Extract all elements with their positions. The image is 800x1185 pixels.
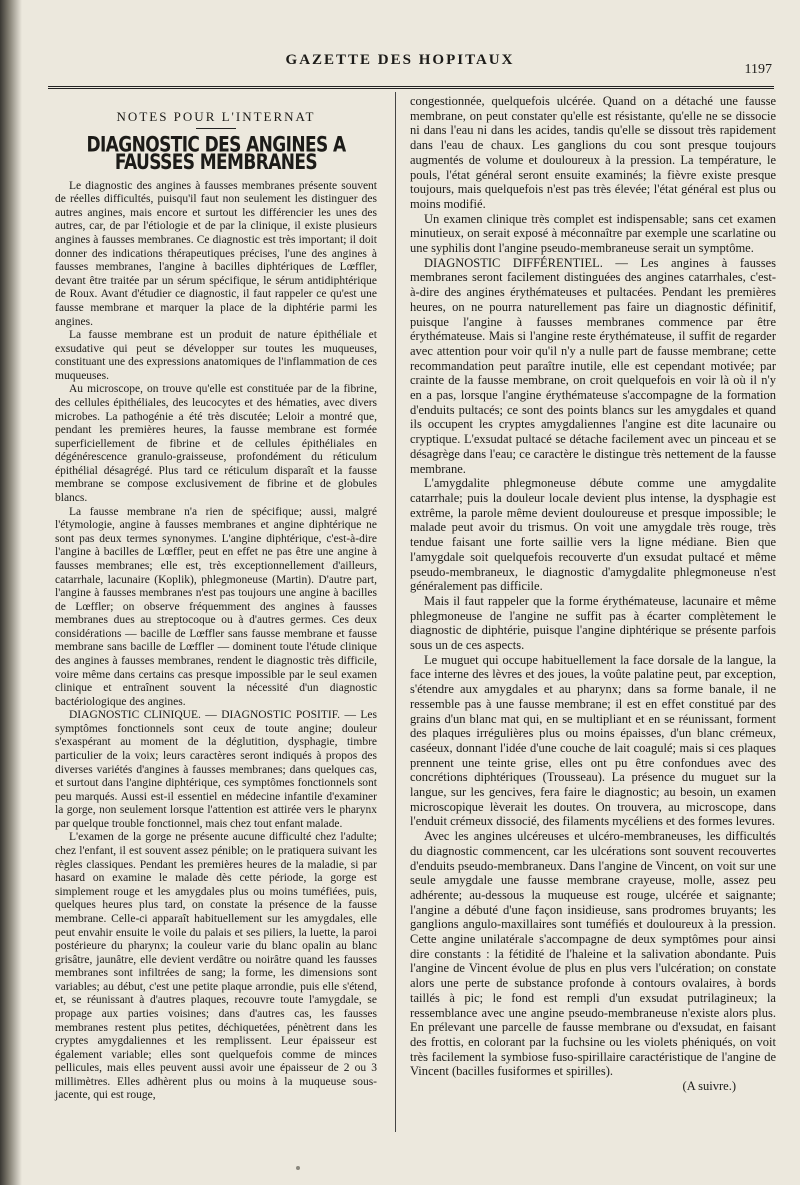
paragraph: congestionnée, quelquefois ulcérée. Quand on a détaché une fausse membrane, on peut constater qu'elle est résistante, qu'elle ne se dissocie ni dans l'eau ni dans les acides, tandis qu'elle se dissout très rapidement dans l'eau de chaux. Les ganglions du cou sont presque toujours augmentés de volume et douloureux à la pression. La température, le pouls, l'état général seront ensuite examinés; la fièvre existe presque toujours, mais quelquefois n'est pas très élevée; l'état général est plus ou moins modifié.: [410, 94, 776, 211]
left-column: [55, 96, 377, 1103]
article-title: DIAGNOSTIC DES ANGINES A FAUSSES MEMBRANES: [86, 132, 346, 175]
binding-edge: [0, 0, 22, 1185]
paragraph: L'examen de la gorge ne présente aucune difficulté chez l'adulte; chez l'enfant, il est souvent assez pénible; on le pratiquera suivant les règles classiques. Pendant les premières heures de la maladie, si par hasard on examine le malade dès cette période, la gorge est simplement rouge et les amygdales plus ou moins tuméfiées, puis, quelques heures plus tard, on constate la présence de la fausse membrane. Celle-ci apparaît habituellement sur les amygdales, elle peut envahir ensuite le voile du palais et ses piliers, la luette, la paroi postérieure du pharynx; la couleur varie du blanc opalin au blanc grisâtre, jaunâtre, elle devient verdâtre ou noirâtre quand les fausses membranes sont infiltrées de sang; la forme, les dimensions sont variables; au début, c'est une petite plaque arrondie, puis elle s'étend, et, se réunissant à d'autres plaques, recouvre toute l'amygdale, se propage aux parties voisines; dans d'autres cas, les fausses membranes restent plus petites, déchiquetées, pénètrent dans les cryptes amygdaliennes et les remplissent. Leur épaisseur est également variable; elles sont quelquefois comme de minces pellicules, mais elles peuvent aussi avoir une épaisseur de 2 ou 3 millimètres. Elles adhèrent plus ou moins à la muqueuse sous-jacente, qui est rouge,: [55, 831, 377, 1102]
right-column: [410, 94, 776, 1094]
paragraph: Au microscope, on trouve qu'elle est constituée par de la fibrine, des cellules épithéliales, des leucocytes et des hématies, avec divers microbes. La pathogénie a été très discutée; Leloir a montré que, pendant les premières heures, la fausse membrane est formée superficiellement de fibrine et de cellules épithéliales en dégénérescence granulo-graisseuse, profondément du réticulum épithélial désagrégé. Plus tard ce réticulum disparaît et la fausse membrane se compose exclusivement de fibrine et de globules blancs.: [55, 383, 377, 505]
paragraph: Mais il faut rappeler que la forme érythémateuse, lacunaire et même phlegmoneuse de l'angine ne suffit pas à écarter complètement le diagnostic de diphtérie, puisque l'angine diphtérique se présente parfois sous un de ces aspects.: [410, 593, 776, 653]
paragraph: Le muguet qui occupe habituellement la face dorsale de la langue, la face interne des lèvres et des joues, la voûte palatine peut, par exception, s'étendre aux amygdales et au pharynx; dans sa forme banale, il ne ressemble pas à une fausse membrane; il est en effet constitué par des grains d'un blanc mat qui, en se multipliant et en se réunissant, forment des plaques irrégulières plus ou moins épaisses, d'un blanc crémeux, caséeux, donnant l'idée d'une couche de lait coagulé; mais si ces plaques prennent une teinte grise, elles ont pu être confondues avec des concrétions diphtériques (Trousseau). La présence du muguet sur la langue, sur les gencives, fera faire le diagnostic; au besoin, un examen microscopique lèverait les doutes. On trouvera, au microscope, dans l'enduit crémeux dissocié, des filaments mycéliens et des formes levures.: [410, 652, 776, 829]
paragraph: L'amygdalite phlegmoneuse débute comme une amygdalite catarrhale; puis la douleur locale devient plus intense, la dysphagie est extrême, la parole même devient douloureuse et presque impossible; le malade peut avoir du trismus. On voit une amygdale très rouge, très tendue faisant une forte saillie vers la ligne médiane. Bien que l'amygdale soit quelquefois recouverte d'un exsudat pultacé et même pseudo-membraneux, le diagnostic d'amygdalite phlegmoneuse n'est généralement pas difficile.: [410, 476, 776, 594]
paragraph: La fausse membrane est un produit de nature épithéliale et exsudative qui peut se développer sur toutes les muqueuses, constituant une des expressions anatomiques de l'inflammation de ces muqueuses.: [55, 329, 377, 382]
running-head: GAZETTE DES HOPITAUX: [285, 52, 515, 68]
section-title: NOTES POUR L'INTERNAT: [116, 109, 316, 124]
continued-note: (A suivre.): [682, 1079, 736, 1094]
page-number: 1197: [744, 62, 772, 77]
column-divider: [395, 92, 396, 1132]
paragraph: Le diagnostic des angines à fausses membranes présente souvent de réelles difficultés, puisqu'il faut non seulement les distinguer des autres angines, mais encore et surtout les différencier les unes des autres, car, de par l'étiologie et de par la clinique, il existe plusieurs angines à fausses membranes. Ce diagnostic est très important; il doit donner des indications thérapeutiques précises, l'une des angines à fausses membranes, l'angine à bacilles diphtériques de Lœffler, devant être traitée par un sérum spécifique, le sérum antidiphtérique de Roux. Avant d'étudier ce diagnostic, il faut rappeler ce qu'est une fausse membrane et marquer la place de la diphtérie parmi les angines.: [55, 179, 377, 328]
paragraph: DIAGNOSTIC CLINIQUE. — DIAGNOSTIC POSITIF. — Les symptômes fonctionnels sont ceux de toute angine; douleur s'exaspérant au moment de la déglutition, dysphagie, timbre particulier de la voix; leurs caractères seront indiqués à propos des diverses variétés d'angines à fausses membranes; dans quelques cas, et surtout dans l'angine diphtérique, ces symptômes fonctionnels sont peu marqués. Aussi est-il essentiel en médecine infantile d'examiner la gorge, non seulement lorsque l'attention est attirée vers le pharynx par quelque trouble fonctionnel, mais chez tout enfant malade.: [55, 709, 377, 830]
title-rule: [196, 128, 236, 129]
paragraph: Avec les angines ulcéreuses et ulcéro-membraneuses, les difficultés du diagnostic commencent, car les ulcérations sont souvent recouvertes d'enduits pseudo-membraneux. Dans l'angine de Vincent, on voit sur une seule amygdale une fausse membrane crayeuse, molle, assez peu adhérente; au-dessous la muqueuse est rouge, ulcérée et saignante; l'angine a débuté d'une façon insidieuse, sans prodromes bruyants; les ganglions angulo-maxillaires sont tuméfiés et douloureux à la pression. Cette angine unilatérale s'accompagne de deux symptômes pour ainsi dire constants : la fétidité de l'haleine et la salivation abondante. Puis l'angine de Vincent évolue de plus en plus vers l'ulcération; on constate alors une perte de substance profonde à contours ovalaires, à bords taillés à pic; le fond est rempli d'un exsudat putrilagineux; la ressemblance avec une angine pseudo-membraneuse n'existe alors plus. En prélevant une parcelle de fausse membrane ou d'exsudat, en faisant des frottis, en colorant par la fuchsine ou les violets phéniqués, on voit très facilement la symbiose fuso-spirillaire caractéristique de l'angine de Vincent (bacilles fusiformes et spirilles).: [410, 829, 776, 1079]
header-rule: [48, 86, 774, 93]
decorative-dot: [296, 1166, 300, 1170]
paragraph: DIAGNOSTIC DIFFÉRENTIEL. — Les angines à fausses membranes seront facilement distinguées des angines catarrhales, c'est-à-dire des angines érythémateuses et pultacées. Pendant les premières heures, on ne pourra naturellement pas faire un diagnostic définitif, puisque l'angine à fausses membranes commence par être érythémateuse. Mais si l'angine reste érythémateuse, il suffit de regarder avec attention pour voir qu'il n'y a nulle part de fausse membrane; cette recommandation peut paraître inutile, elle est cependant motivée; par crainte de la fausse membrane, on croit quelquefois en voir là où il n'y en a pas, lorsque l'angine érythémateuse s'accompagne de la formation d'enduits pultacés; ce sont des points blancs sur les amygdales et quand ils occupent les cryptes amygdaliennes l'angine est dite lacunaire ou cryptique. L'exsudat pultacé se détache facilement avec un pinceau et se désagrège dans l'eau; ce caractère le distingue très nettement de la fausse membrane.: [410, 255, 776, 476]
paragraph: Un examen clinique très complet est indispensable; sans cet examen minutieux, on serait exposé à méconnaître par exemple une scarlatine ou une syphilis dont l'angine pseudo-membraneuse serait un symptôme.: [410, 211, 776, 256]
continued-wrapper: [410, 1079, 776, 1094]
paragraph: La fausse membrane n'a rien de spécifique; aussi, malgré l'étymologie, angine à fausses membranes et angine diphtérique ne sont pas deux termes synonymes. L'angine diphtérique, c'est-à-dire l'angine à bacilles de Lœffler, peut en effet ne pas être une angine à fausses membranes; elle est, très exceptionnellement d'ailleurs, catarrhale, lacunaire (Koplik), phlegmoneuse (Martin). D'autre part, l'angine à fausses membranes n'est pas toujours une angine à bacilles de Lœffler; on observe fréquemment des angines à fausses membranes dues au streptocoque ou à d'autres germes. Ces deux considérations — bacille de Lœffler sans fausse membrane et fausse membrane sans bacille de Lœffler — dominent toute l'étude clinique des angines à fausses membranes, rendent le diagnostic très difficile, voire même dans certains cas presque impossible par le seul examen clinique et entraînent souvent la nécessité d'un diagnostic bactériologique des angines.: [55, 505, 377, 708]
